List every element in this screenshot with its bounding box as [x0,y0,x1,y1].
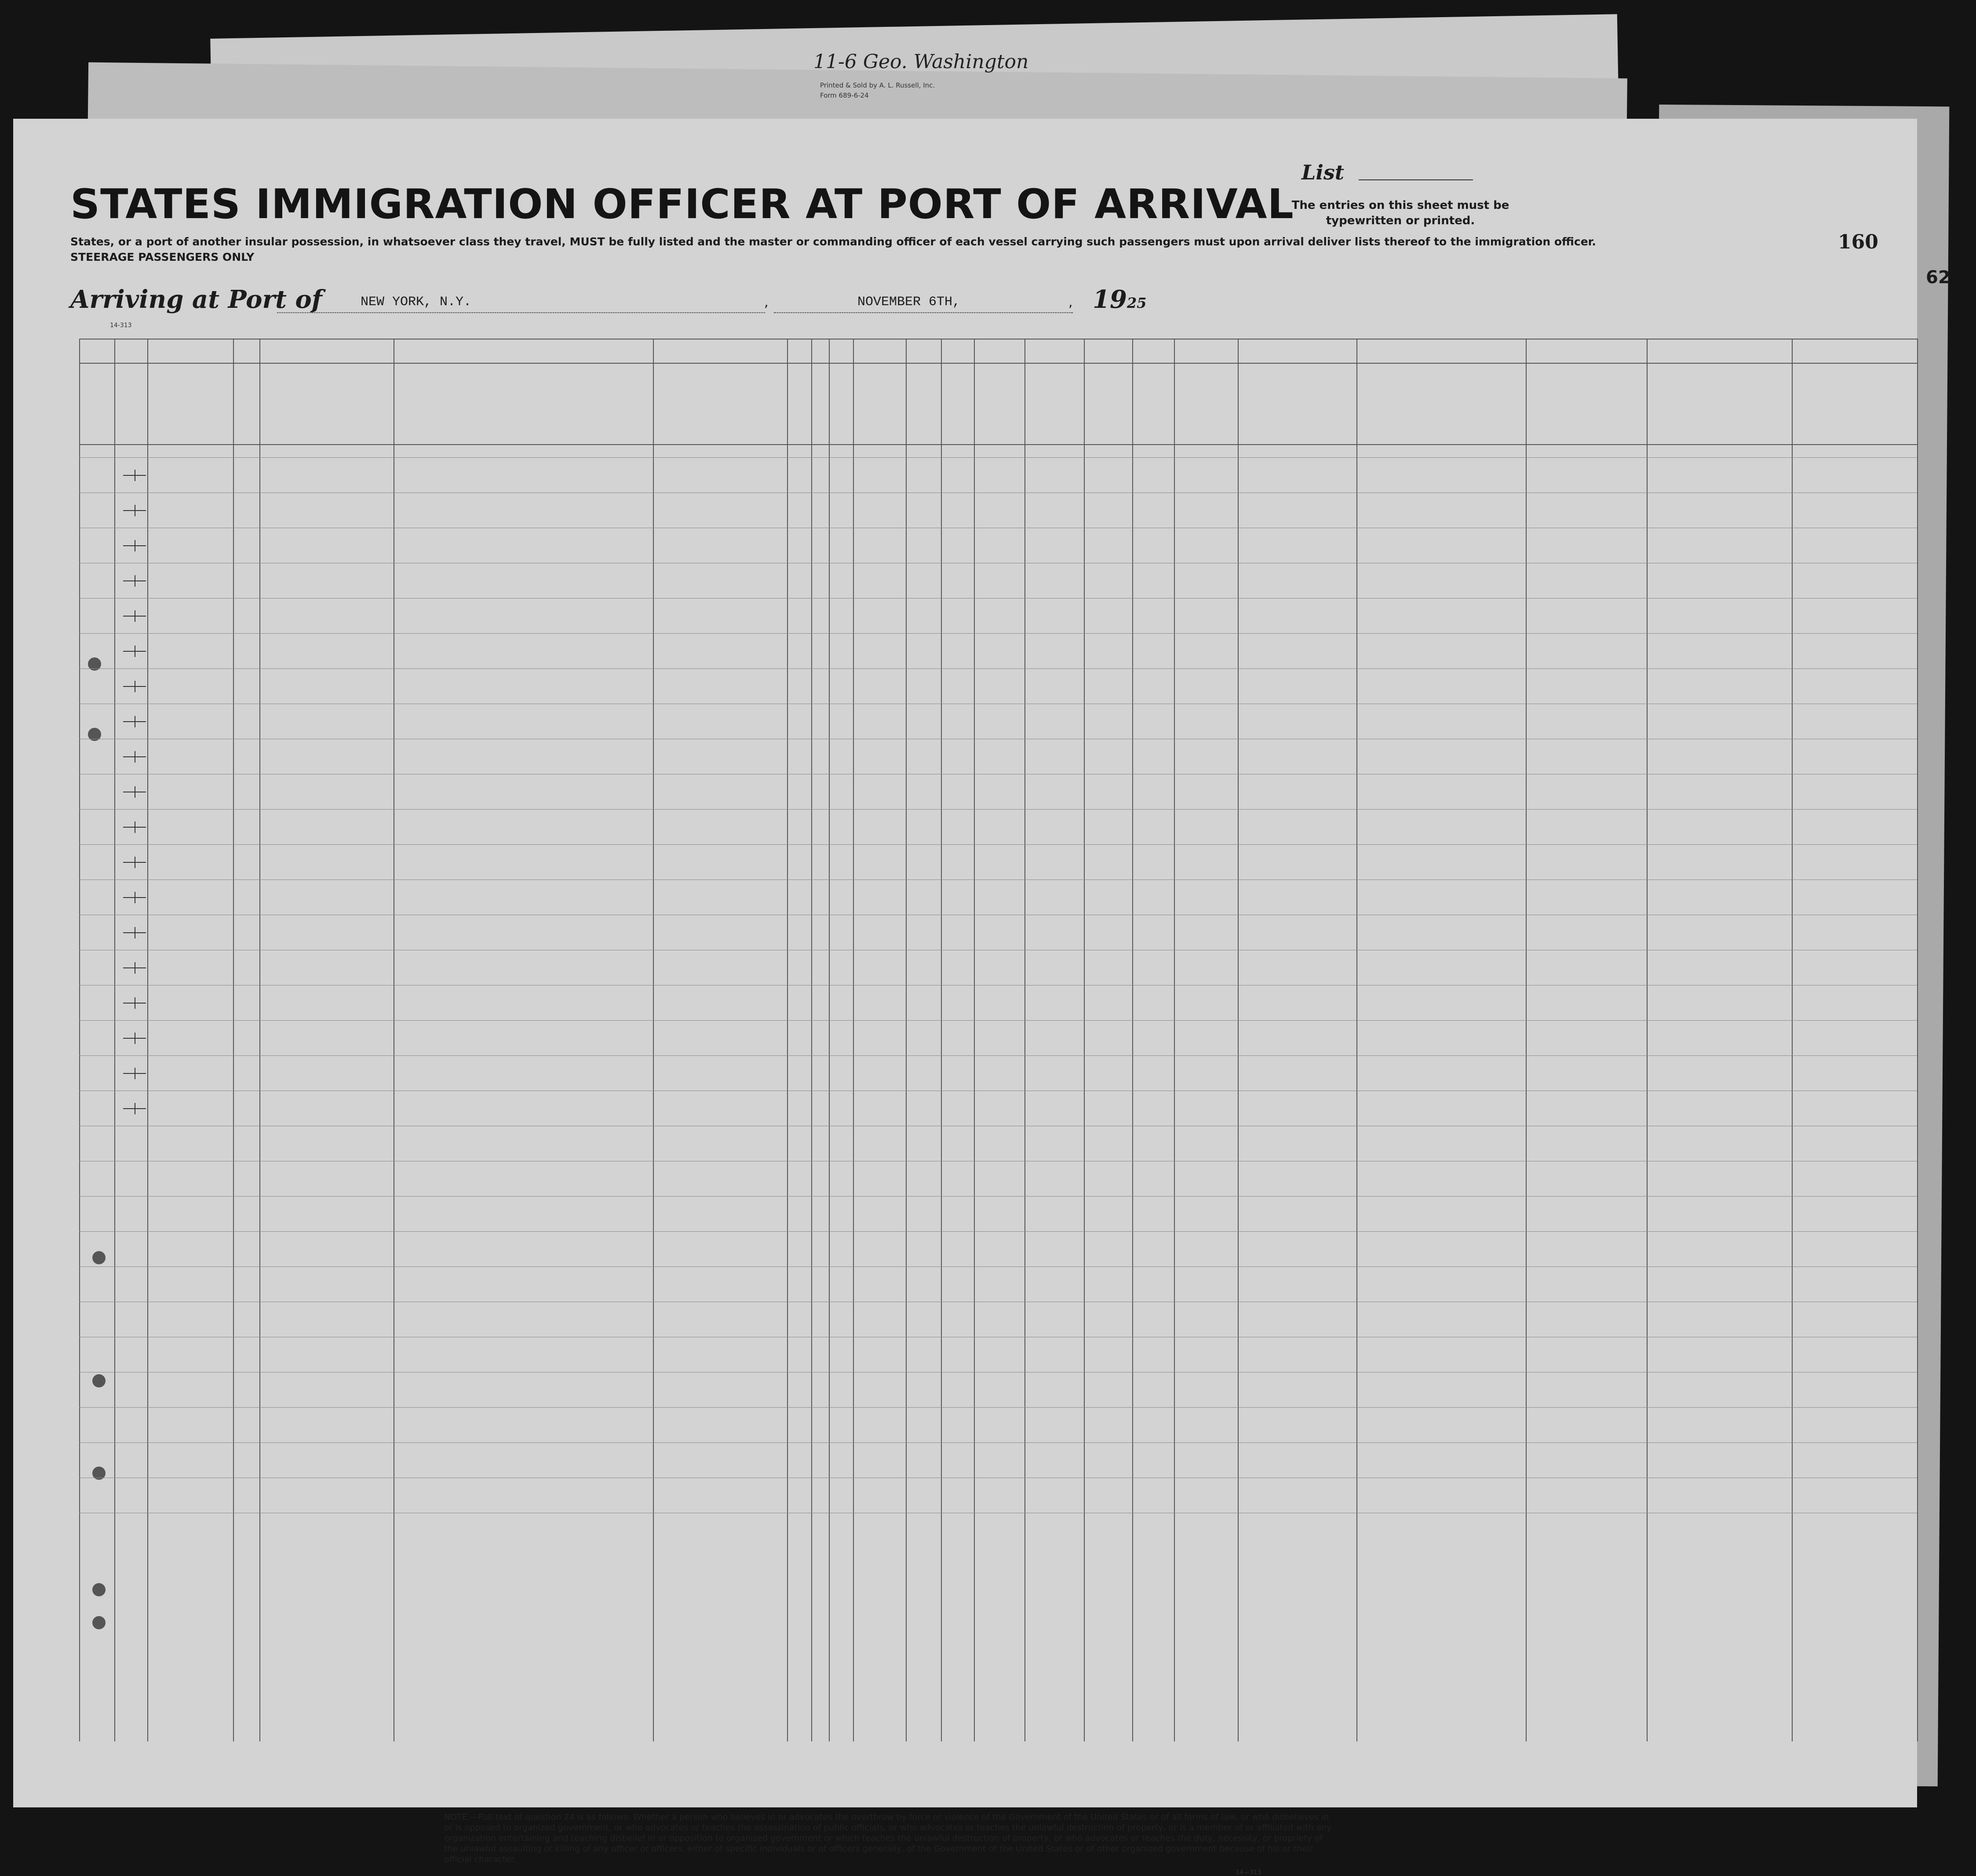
ticket-check-mark [123,545,146,546]
column-rule [233,339,234,1741]
column-header [704,380,739,440]
row-rule [79,668,1917,669]
column-header [857,369,902,440]
ticket-check-mark [123,510,146,511]
header-rule [79,444,1917,445]
row-rule [79,1266,1917,1267]
ticket-check-mark [123,932,146,933]
column-rule [1526,339,1527,1741]
row-rule [79,457,1917,458]
ticket-check-mark [123,721,146,722]
form-number: Form 689-6-24 [820,91,869,99]
printer-credit: Printed & Sold by A. L. Russell, Inc. [820,81,935,89]
year-prefix: 19 [1093,285,1127,314]
ticket-check-mark [123,1038,146,1039]
arriving-comma: , [1068,295,1073,310]
row-rule [79,809,1917,810]
column-header [944,369,970,440]
entries-note: The entries on this sheet must be typewritten or printed. [1291,199,1509,227]
column-rule [906,339,907,1741]
ticket-check-mark [123,897,146,898]
row-rule [79,1055,1917,1056]
arriving-label: Arriving at Port of [70,285,322,314]
footnote: NOTE.—Full text of question 24 is as follows: Whether a person who believes in or advocates the overthrow by force or violence of the Government of the United States or of all forms of law, or who disbelieves in or is opposed to organized government, or who advocates or teaches the assassination of public officials, or who advocates or teaches the unlawful destruction of property, or is a member of or affiliated with any organization entertaining and teaching disbelief in or opposition to organized government or which teaches the unlawful destruction of property, or who advocates or teaches the duty, necessity, or propriety of the unlawful assaulting or killing of any officer or officers, either of specific individuals or of officers generally, of the Government of the United States or of other organized government because of his or their official character. [444,1812,1332,1864]
column-rule [147,339,148,1741]
ticket-check-mark [123,651,146,652]
row-rule [79,844,1917,845]
ticket-check-mark [123,862,146,863]
ticket-check-mark [123,580,146,581]
ticket-check-mark [123,686,146,687]
column-rule [853,339,854,1741]
arriving-date: NOVEMBER 6TH, [857,295,961,310]
column-rule [974,339,975,1741]
column-rule [259,339,260,1741]
binder-hole [92,1251,106,1264]
arriving-port: NEW YORK, N.Y. [361,295,472,310]
column-rule [811,339,812,1741]
edge-page-number: 62 [1926,267,1950,288]
row-rule [79,598,1917,599]
column-rule [653,339,654,1741]
page-title: STATES IMMIGRATION OFFICER AT PORT OF ARRIVAL [70,180,1294,228]
handwritten-header: 11-6 Geo. Washington [813,51,1029,73]
ticket-check-mark [123,1073,146,1074]
steerage-label: STEERAGE PASSENGERS ONLY [70,251,255,263]
row-rule [79,1442,1917,1443]
list-number-line [1359,179,1473,180]
column-header [791,369,808,440]
form-id: 14-313 [110,322,132,329]
preamble-text: States, or a port of another insular possession, in whatsoever class they travel, MUST be fully listed and the master or commanding officer of each vessel carrying such passengers must upon arrival deliver lists thereof to the immigration officer. [70,235,1596,248]
ticket-check-mark [123,1108,146,1109]
footer-code: 14—313 [1236,1869,1261,1876]
year-suffix: 25 [1127,295,1147,311]
column-header [747,380,783,440]
port-line [277,312,765,313]
manifest-table [79,444,1926,1741]
header-rule [79,363,1917,364]
date-line [774,312,1073,313]
column-rule [1174,339,1175,1741]
column-rule [114,339,115,1741]
column-header [655,380,695,440]
ticket-check-mark [123,827,146,828]
row-rule [79,1407,1917,1408]
column-header [118,369,144,440]
column-rule [79,339,80,1741]
column-header [909,369,937,440]
column-rule [1647,339,1648,1741]
column-rule [1917,339,1918,1741]
ticket-check-mark [123,475,146,476]
column-header [832,369,849,440]
column-rule [1356,339,1357,1741]
ticket-check-mark [123,967,146,968]
column-rule [1238,339,1239,1741]
column-rule [1084,339,1085,1741]
column-rule [1792,339,1793,1741]
binder-hole [92,1374,106,1387]
arriving-year [1093,285,1146,314]
row-rule [79,1196,1917,1197]
column-rule [1024,339,1025,1741]
column-header [815,369,825,440]
page-number: 160 [1838,231,1878,253]
row-rule [79,1020,1917,1021]
column-rule [1132,339,1133,1741]
row-rule [79,1231,1917,1232]
list-label: List [1302,161,1344,184]
column-rule [787,339,788,1741]
binder-hole [92,1616,106,1629]
manifest-sheet [13,119,1950,1876]
column-rule [829,339,830,1741]
ticket-check-mark [123,1003,146,1004]
column-header [237,369,256,440]
ticket-check-mark [123,616,146,617]
binder-hole [92,1583,106,1596]
column-rule [941,339,942,1741]
ticket-check-mark [123,756,146,757]
row-rule [79,633,1917,634]
arriving-comma: , [764,295,769,310]
